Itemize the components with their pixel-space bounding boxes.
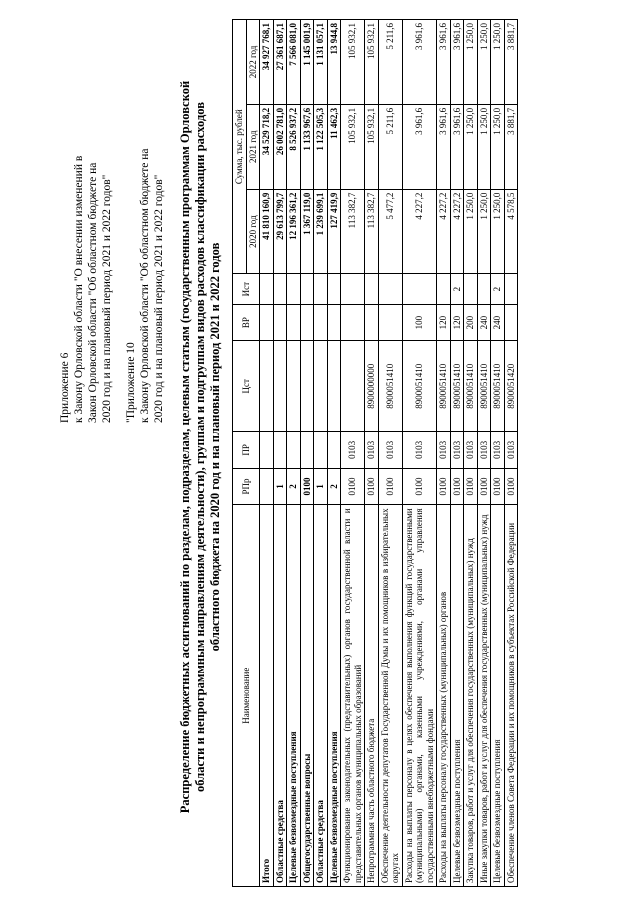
- cell-pr: [314, 431, 328, 468]
- cell-v2021: 1 250,0: [491, 104, 505, 189]
- table-body: [260, 20, 518, 887]
- cell-rpr: 2: [327, 468, 341, 505]
- cell-rpr: 0100: [450, 468, 464, 505]
- cell-v2021: 1 250,0: [477, 104, 491, 189]
- cell-name: Обеспечение деятельности депутатов Государственной Думы и их помощников в избирательных округах: [378, 505, 402, 887]
- title-line: областного бюджета на 2020 год и на плановый период 2021 и 2022 годов: [208, 242, 222, 652]
- cell-pr: [327, 431, 341, 468]
- cell-v2021: 34 529 718,2: [260, 104, 274, 189]
- cell-vr: 100: [402, 304, 437, 341]
- cell-rpr: 0100: [504, 468, 518, 505]
- cell-cst: [287, 341, 301, 431]
- cell-cst: 8900051420: [504, 341, 518, 431]
- cell-cst: 8900051410: [464, 341, 478, 431]
- cell-ist: [273, 274, 287, 304]
- cell-vr: [300, 304, 314, 341]
- cell-cst: [327, 341, 341, 431]
- cell-pr: [287, 431, 301, 468]
- cell-v2021: 11 462,3: [327, 104, 341, 189]
- cell-cst: [314, 341, 328, 431]
- cell-rpr: 0100: [365, 468, 379, 505]
- cell-name: Закупка товаров, работ и услуг для обеспечения государственных (муниципальных) нужд: [464, 505, 478, 887]
- appendix-header: [58, 23, 166, 423]
- cell-cst: [260, 341, 274, 431]
- cell-v2022: 105 932,1: [341, 20, 365, 105]
- cell-cst: 8900051410: [378, 341, 402, 431]
- cell-v2021: 26 002 781,0: [273, 104, 287, 189]
- cell-pr: 0103: [450, 431, 464, 468]
- cell-v2020: 41 810 160,9: [260, 189, 274, 274]
- cell-v2020: 5 477,2: [378, 189, 402, 274]
- cell-name: Общегосударственные вопросы: [300, 505, 314, 887]
- table-row: [477, 20, 491, 887]
- cell-rpr: 0100: [477, 468, 491, 505]
- cell-ist: [378, 274, 402, 304]
- cell-name: Итого: [260, 505, 274, 887]
- header-sum-group: Сумма, тыс. рублей: [233, 20, 247, 274]
- cell-vr: 120: [437, 304, 451, 341]
- cell-v2021: 3 961,6: [437, 104, 451, 189]
- cell-ist: [341, 274, 365, 304]
- cell-vr: [378, 304, 402, 341]
- cell-v2020: 1 239 699,1: [314, 189, 328, 274]
- cell-v2020: 113 382,7: [341, 189, 365, 274]
- cell-rpr: 0100: [341, 468, 365, 505]
- cell-rpr: 0100: [300, 468, 314, 505]
- appendix-line: "Приложение 10: [125, 342, 137, 423]
- cell-v2020: 1 250,0: [491, 189, 505, 274]
- cell-pr: [300, 431, 314, 468]
- cell-ist: [365, 274, 379, 304]
- cell-cst: 8900051410: [437, 341, 451, 431]
- cell-v2020: 113 382,7: [365, 189, 379, 274]
- cell-v2020: 4 227,2: [437, 189, 451, 274]
- header-name: Наименование: [233, 505, 260, 887]
- cell-vr: [327, 304, 341, 341]
- cell-ist: [300, 274, 314, 304]
- cell-v2021: 105 932,1: [365, 104, 379, 189]
- cell-rpr: 0100: [402, 468, 437, 505]
- header-2022: 2022 год: [246, 20, 260, 105]
- header-pr: ПР: [233, 431, 260, 468]
- cell-v2022: 1 250,0: [464, 20, 478, 105]
- cell-ist: [504, 274, 518, 304]
- cell-v2022: 34 927 768,1: [260, 20, 274, 105]
- cell-ist: [260, 274, 274, 304]
- cell-pr: [260, 431, 274, 468]
- cell-ist: [477, 274, 491, 304]
- cell-name: Иные закупки товаров, работ и услуг для обеспечения государственных (муниципальных) нужд: [477, 505, 491, 887]
- cell-v2021: 8 526 937,2: [287, 104, 301, 189]
- cell-name: Областные средства: [273, 505, 287, 887]
- cell-v2021: 3 881,7: [504, 104, 518, 189]
- cell-vr: [365, 304, 379, 341]
- appendix-line: к Закону Орловской области "О внесении изменений в: [73, 155, 85, 423]
- cell-v2021: 3 961,6: [402, 104, 437, 189]
- cell-vr: [341, 304, 365, 341]
- header-2021: 2021 год: [246, 104, 260, 189]
- cell-v2021: 5 211,6: [378, 104, 402, 189]
- cell-v2020: 1 250,0: [477, 189, 491, 274]
- title-line: Распределение бюджетных ассигнований по разделам, подразделам, целевым статьям (государственным программам Орловской: [178, 80, 192, 814]
- cell-pr: 0103: [491, 431, 505, 468]
- cell-pr: [273, 431, 287, 468]
- cell-pr: 0103: [378, 431, 402, 468]
- cell-vr: 120: [450, 304, 464, 341]
- cell-rpr: [260, 468, 274, 505]
- cell-cst: 8900051410: [491, 341, 505, 431]
- table-row: [504, 20, 518, 887]
- cell-v2021: 105 932,1: [341, 104, 365, 189]
- cell-vr: 240: [477, 304, 491, 341]
- cell-cst: 8900051410: [477, 341, 491, 431]
- cell-vr: 240: [491, 304, 505, 341]
- header-2020: 2020 год: [246, 189, 260, 274]
- cell-cst: [273, 341, 287, 431]
- appendix-line: Закон Орловской области "Об областном бюджете на: [87, 162, 99, 423]
- cell-vr: [260, 304, 274, 341]
- cell-pr: 0103: [402, 431, 437, 468]
- cell-name: Обеспечение членов Совета Федерации и их помощников в субъектах Российской Федерации: [504, 505, 518, 887]
- cell-v2022: 3 961,6: [402, 20, 437, 105]
- cell-v2020: 29 613 799,7: [273, 189, 287, 274]
- cell-v2020: 4 227,2: [450, 189, 464, 274]
- cell-v2020: 127 419,9: [327, 189, 341, 274]
- cell-name: Областные средства: [314, 505, 328, 887]
- cell-v2022: 1 250,0: [477, 20, 491, 105]
- header-ist: Ист: [233, 274, 260, 304]
- cell-name: Расходы на выплаты персоналу в целях обеспечения выполнения функций государственными (муниципальными) органами, казенными учреждениями, органами управления государственными внебюджетными фондами: [402, 505, 437, 887]
- table-row: [287, 20, 301, 887]
- cell-v2022: 5 211,6: [378, 20, 402, 105]
- cell-cst: [341, 341, 365, 431]
- cell-ist: 2: [491, 274, 505, 304]
- cell-pr: 0103: [477, 431, 491, 468]
- cell-rpr: 0100: [491, 468, 505, 505]
- cell-v2021: 1 122 505,3: [314, 104, 328, 189]
- cell-v2022: 1 131 057,1: [314, 20, 328, 105]
- cell-pr: 0103: [365, 431, 379, 468]
- table-row: [464, 20, 478, 887]
- cell-vr: [287, 304, 301, 341]
- cell-vr: [314, 304, 328, 341]
- cell-name: Функционирование законодательных (представительных) органов государственной власти и представительных органов муниципальных образований: [341, 505, 365, 887]
- document-title: [178, 37, 223, 857]
- table-row: [450, 20, 464, 887]
- appendix-line: к Закону Орловской области "Об областном бюджете на: [139, 148, 151, 423]
- header-vr: ВР: [233, 304, 260, 341]
- cell-name: Целевые безвозмездные поступления: [450, 505, 464, 887]
- cell-v2022: 3 881,7: [504, 20, 518, 105]
- table-row: [378, 20, 402, 887]
- table-row: [402, 20, 437, 887]
- cell-v2022: 13 944,8: [327, 20, 341, 105]
- cell-cst: 8900000000: [365, 341, 379, 431]
- cell-vr: [273, 304, 287, 341]
- cell-rpr: 0100: [378, 468, 402, 505]
- table-row: [327, 20, 341, 887]
- cell-pr: 0103: [464, 431, 478, 468]
- cell-vr: 200: [464, 304, 478, 341]
- cell-pr: 0103: [341, 431, 365, 468]
- cell-rpr: 0100: [464, 468, 478, 505]
- table-row: [314, 20, 328, 887]
- table-row: [365, 20, 379, 887]
- cell-cst: 8900051410: [450, 341, 464, 431]
- cell-v2020: 1 367 119,0: [300, 189, 314, 274]
- cell-v2022: 3 961,6: [450, 20, 464, 105]
- cell-name: Расходы на выплаты персоналу государственных (муниципальных) органов: [437, 505, 451, 887]
- cell-v2022: 3 961,6: [437, 20, 451, 105]
- cell-vr: [504, 304, 518, 341]
- cell-v2021: 1 133 967,6: [300, 104, 314, 189]
- cell-rpr: 0100: [437, 468, 451, 505]
- cell-ist: [327, 274, 341, 304]
- cell-name: Непрограммная часть областного бюджета: [365, 505, 379, 887]
- appendix-line: 2020 год и на плановый период 2021 и 2022 годов": [101, 174, 113, 423]
- cell-v2021: 1 250,0: [464, 104, 478, 189]
- cell-v2022: 27 361 687,1: [273, 20, 287, 105]
- cell-rpr: 1: [273, 468, 287, 505]
- cell-ist: [437, 274, 451, 304]
- cell-name: Целевые безвозмездные поступления: [327, 505, 341, 887]
- appendix-line: Приложение 6: [59, 352, 71, 423]
- cell-v2020: 4 227,2: [402, 189, 437, 274]
- cell-v2021: 3 961,6: [450, 104, 464, 189]
- header-rpr: РПр: [233, 468, 260, 505]
- cell-ist: [314, 274, 328, 304]
- cell-cst: [300, 341, 314, 431]
- table-row: [300, 20, 314, 887]
- header-cst: Цст: [233, 341, 260, 431]
- table-row: [491, 20, 505, 887]
- cell-v2020: 1 250,0: [464, 189, 478, 274]
- cell-v2022: 1 250,0: [491, 20, 505, 105]
- table-row: [273, 20, 287, 887]
- cell-ist: [464, 274, 478, 304]
- cell-ist: [287, 274, 301, 304]
- cell-v2020: 4 578,5: [504, 189, 518, 274]
- title-line: области и непрограммным направлениям деятельности), группам и подгруппам видов расходов классификации расходов: [193, 102, 207, 792]
- cell-v2022: 1 145 001,9: [300, 20, 314, 105]
- table-row: [260, 20, 274, 887]
- cell-v2022: 7 566 081,0: [287, 20, 301, 105]
- cell-pr: 0103: [437, 431, 451, 468]
- appendix-line: 2020 год и на плановый период 2021 и 2022 годов": [153, 174, 165, 423]
- cell-rpr: 2: [287, 468, 301, 505]
- cell-ist: 2: [450, 274, 464, 304]
- cell-name: Целевые безвозмездные поступления: [287, 505, 301, 887]
- cell-v2022: 105 932,1: [365, 20, 379, 105]
- cell-cst: 8900051410: [402, 341, 437, 431]
- cell-ist: [402, 274, 437, 304]
- budget-table: [232, 19, 518, 887]
- cell-pr: 0103: [504, 431, 518, 468]
- table-row: [437, 20, 451, 887]
- table-row: [341, 20, 365, 887]
- cell-v2020: 12 196 361,2: [287, 189, 301, 274]
- cell-name: Целевые безвозмездные поступления: [491, 505, 505, 887]
- cell-rpr: 1: [314, 468, 328, 505]
